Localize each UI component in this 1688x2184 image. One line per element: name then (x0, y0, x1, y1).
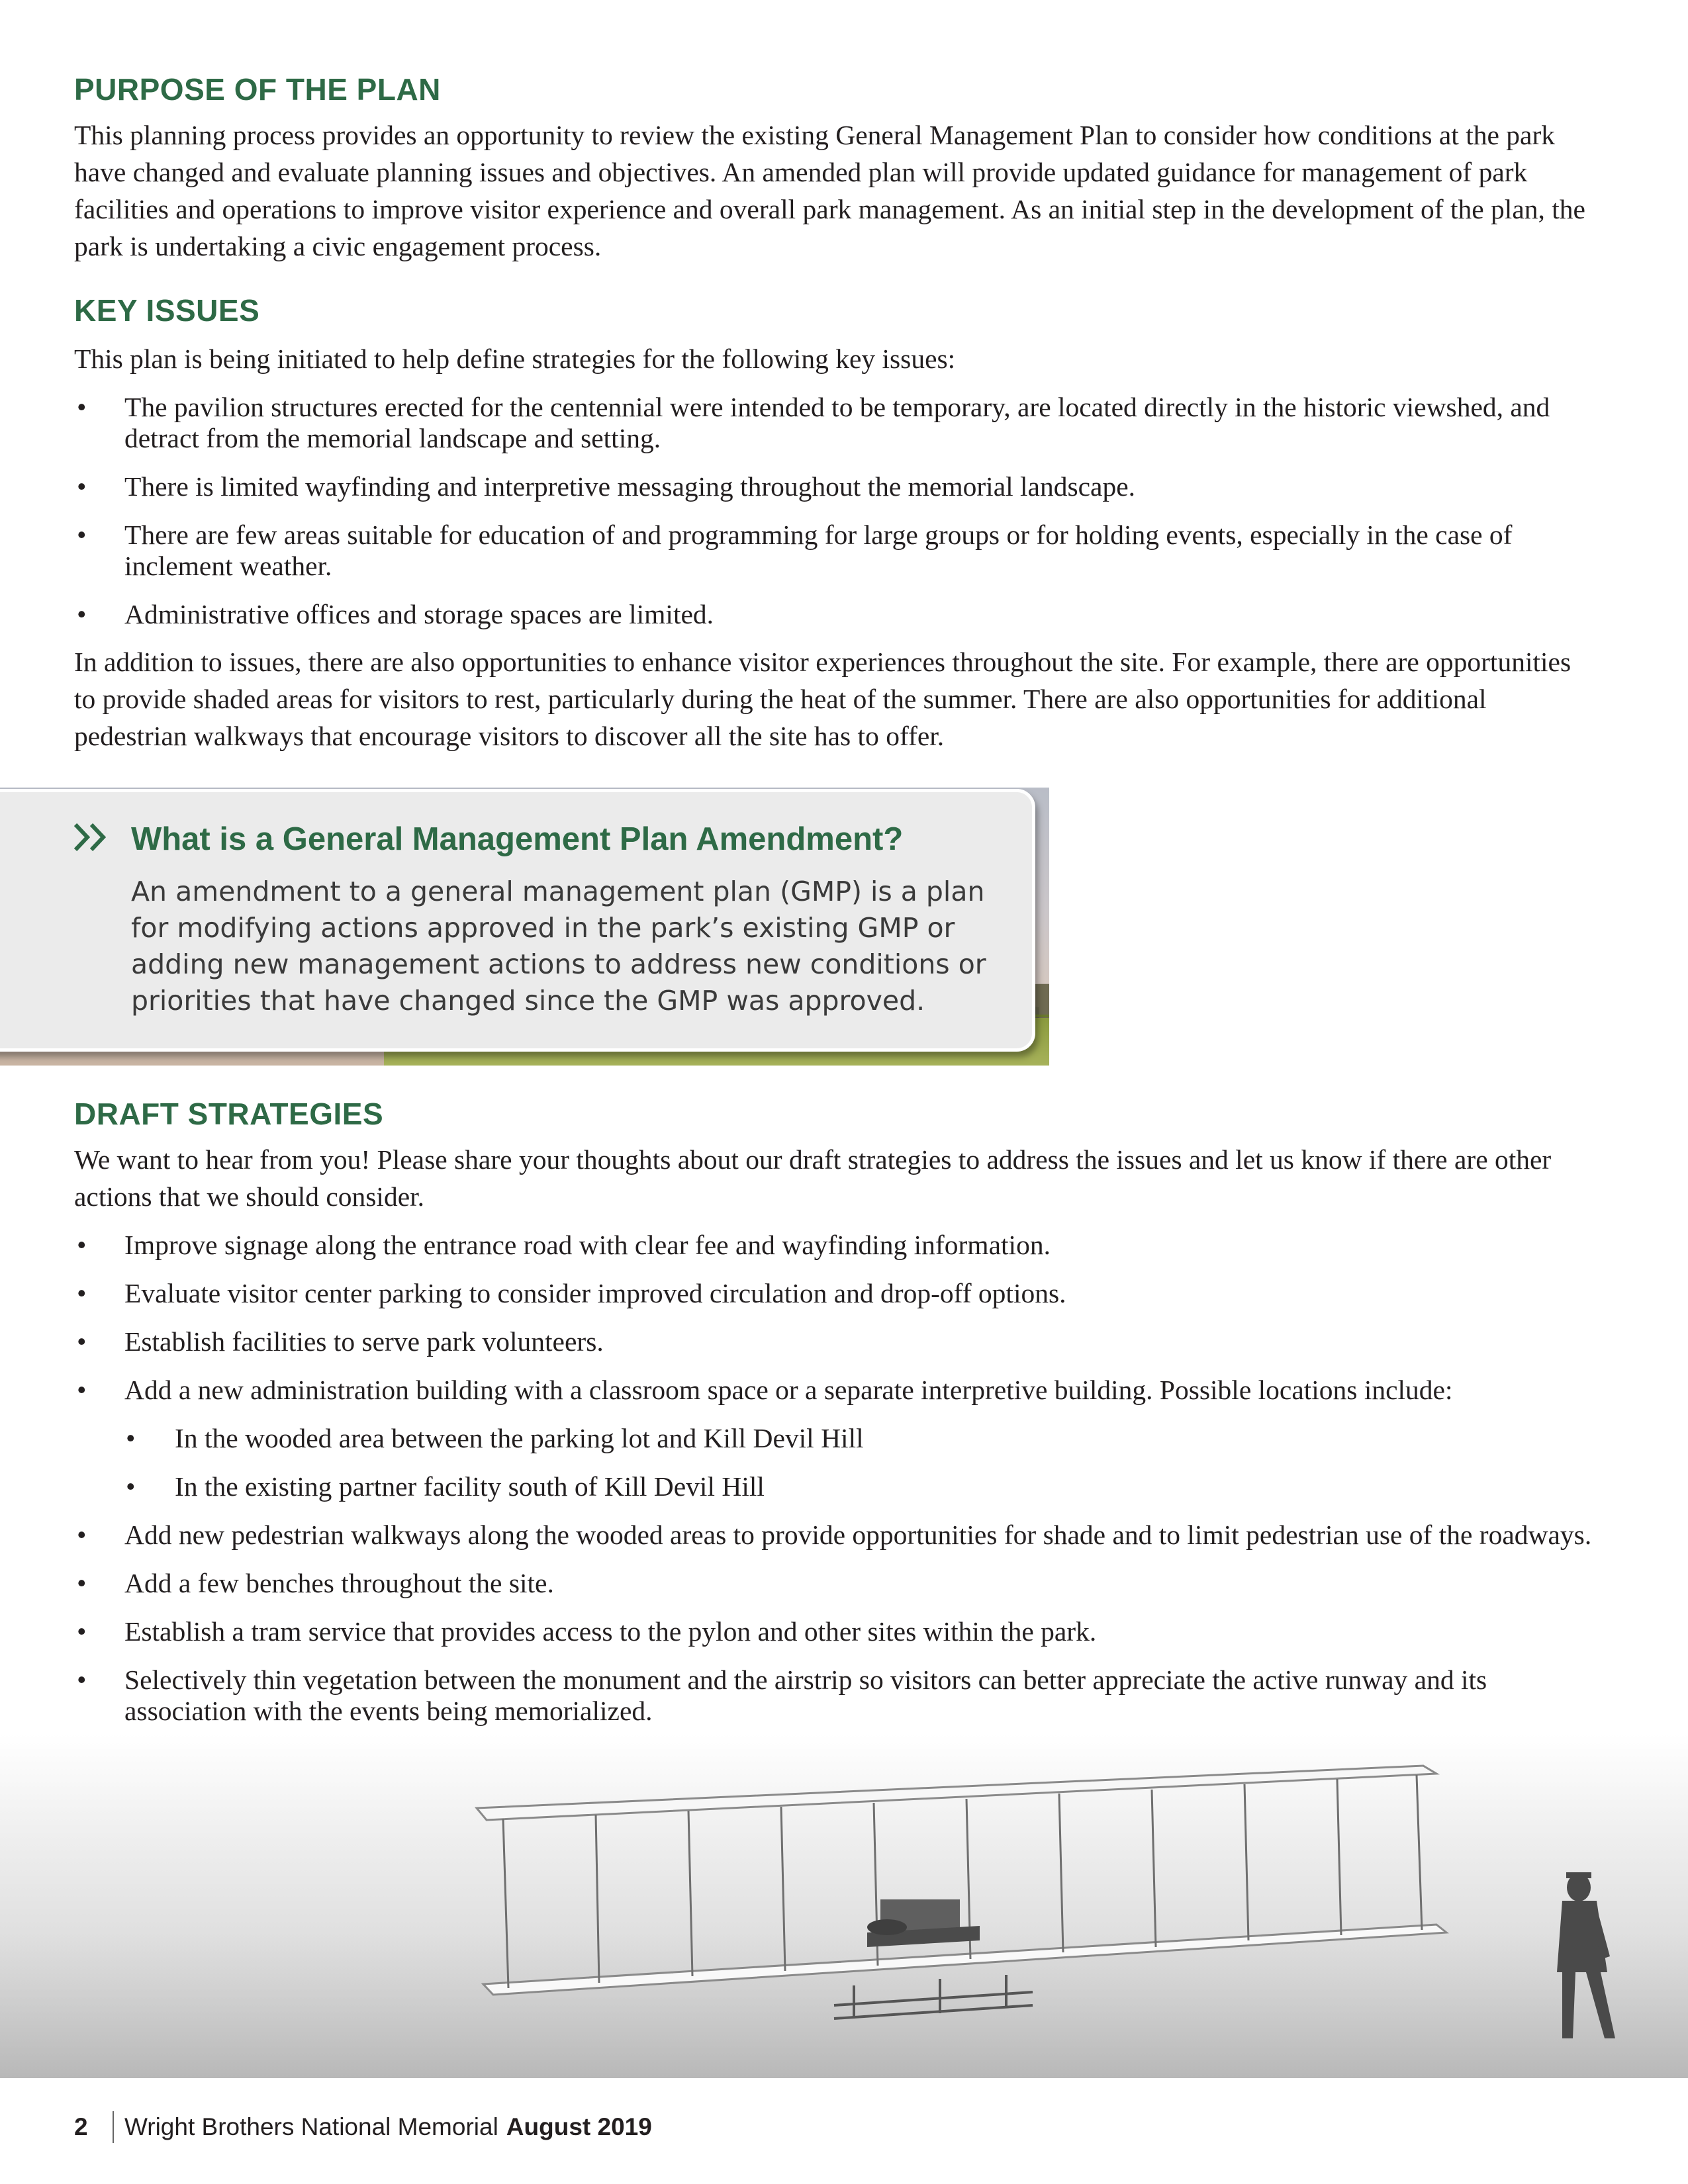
draft-strategies-list (74, 1230, 1597, 1727)
list-item: • Administrative offices and storage spaces are limited. (74, 599, 1597, 630)
list-item: • Add a new administration building with a classroom space or a separate interpretive building. Possible locations include: (74, 1375, 1597, 1406)
purpose-heading: PURPOSE OF THE PLAN (74, 72, 441, 107)
purpose-text: This planning process provides an opportunity to review the existing General Management Plan to consider how conditions at the park have changed and evaluate planning issues and objectives. An amended plan will provide updated guidance for management of park facilities and operations to improve visitor experience and overall park management. As an initial step in the development of the plan, the park is undertaking a civic engagement process. (74, 120, 1585, 261)
list-item: • Add new pedestrian walkways along the wooded areas to provide opportunities for shade and to limit pedestrian use of the roadways. (74, 1520, 1597, 1551)
list-item: • There is limited wayfinding and interpretive messaging throughout the memorial landscape. (74, 471, 1597, 502)
list-item: • Improve signage along the entrance road with clear fee and wayfinding information. (74, 1230, 1597, 1261)
list-item: • There are few areas suitable for education of and programming for large groups or for holding events, especially in the case of inclement weather. (74, 520, 1597, 582)
list-item: • The pavilion structures erected for the centennial were intended to be temporary, are located directly in the historic viewshed, and detract from the memorial landscape and setting. (74, 392, 1597, 454)
page-footer (74, 2110, 652, 2144)
draft-strategies-heading: DRAFT STRATEGIES (74, 1097, 384, 1131)
callout-body: An amendment to a general management plan (GMP) is a plan for modifying actions approved in the park’s existing GMP or adding new management actions to address new conditions or priorities that have changed since the GMP was approved. (131, 876, 986, 1017)
key-issues-list (74, 392, 1597, 630)
key-issues-closing: In addition to issues, there are also opportunities to enhance visitor experiences throughout the site. For example, there are opportunities to provide shaded areas for visitors to rest, particularly during the heat of the summer. There are also opportunities for additional pedestrian walkways that encourage visitors to discover all the site has to offer. (74, 647, 1571, 751)
key-issues-section (74, 295, 1597, 754)
wright-flyer-photo (0, 1734, 1688, 2078)
list-item: • Establish a tram service that provides access to the pylon and other sites within the park. (74, 1616, 1597, 1647)
draft-strategies-section (74, 1099, 1597, 1727)
key-issues-intro: This plan is being initiated to help define strategies for the following key issues: (74, 343, 956, 374)
list-item: • Selectively thin vegetation between the monument and the airstrip so visitors can better appreciate the active runway and its association with the events being memorialized. (74, 1664, 1597, 1727)
sub-list-item: • In the wooded area between the parking lot and Kill Devil Hill (74, 1423, 1597, 1454)
page-number: 2 (74, 2113, 88, 2140)
footer-divider (113, 2111, 114, 2143)
double-chevron-icon (71, 821, 110, 854)
list-item: • Evaluate visitor center parking to consider improved circulation and drop-off options. (74, 1278, 1597, 1309)
callout-title: What is a General Management Plan Amendment? (131, 821, 904, 857)
publication-date: August 2019 (506, 2113, 652, 2140)
list-item: • Add a few benches throughout the site. (74, 1568, 1597, 1599)
list-item: • Establish facilities to serve park volunteers. (74, 1326, 1597, 1357)
purpose-section (74, 74, 1597, 265)
sub-list-item: • In the existing partner facility south of Kill Devil Hill (74, 1471, 1597, 1502)
draft-strategies-intro: We want to hear from you! Please share your thoughts about our draft strategies to address the issues and let us know if there are other actions that we should consider. (74, 1144, 1552, 1212)
publication-name: Wright Brothers National Memorial (124, 2113, 498, 2140)
key-issues-heading: KEY ISSUES (74, 293, 260, 328)
